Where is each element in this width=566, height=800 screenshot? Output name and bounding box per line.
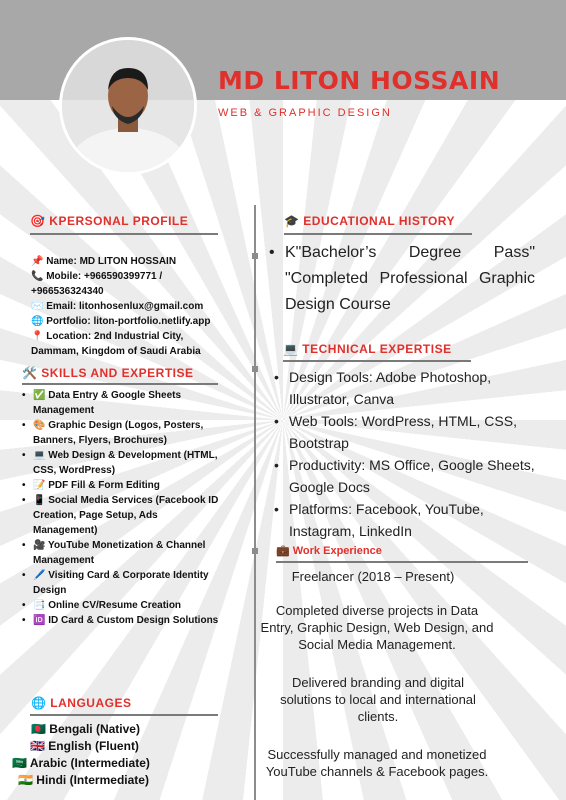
experience-paragraph: Completed diverse projects in Data Entry, Graphic Design, Web Design, and Social Media Management. [260, 603, 494, 652]
list-item: • K"Bachelor’s Degree Pass" "Completed Professional Graphic Design Course [269, 240, 535, 318]
profile-location: 📍 Location: 2nd Industrial City, [31, 331, 184, 342]
education-list [269, 240, 535, 318]
experience-rule [276, 561, 528, 563]
list-item: • Web Tools: WordPress, HTML, CSS, Bootstrap [274, 410, 536, 454]
list-item: • Design Tools: Adobe Photoshop, Illustrator, Canva [274, 366, 536, 410]
person-avatar-icon [62, 40, 194, 172]
profile-location-2: Dammam, Kingdom of Saudi Arabia [31, 346, 201, 357]
list-item: • 🎨 Graphic Design (Logos, Posters, Banners, Flyers, Brochures) [22, 418, 222, 448]
languages-list [12, 721, 150, 789]
education-rule [284, 233, 472, 235]
list-item: 🇬🇧 English (Fluent) [30, 739, 139, 753]
divider-dot [252, 253, 258, 259]
list-item: • 📱 Social Media Services (Facebook ID Creation, Page Setup, Ads Management) [22, 493, 222, 538]
list-item: • Platforms: Facebook, YouTube, Instagram, LinkedIn [274, 498, 536, 542]
technical-heading: 💻 TECHNICAL EXPERTISE [283, 342, 452, 356]
technical-list [274, 366, 536, 542]
list-item: • 💻 Web Design & Development (HTML, CSS, WordPress) [22, 448, 222, 478]
list-item: 🇮🇳 Hindi (Intermediate) [18, 773, 149, 787]
list-item: • Productivity: MS Office, Google Sheets, Google Docs [274, 454, 536, 498]
skills-list [22, 388, 222, 628]
education-heading: 🎓 EDUCATIONAL HISTORY [284, 214, 456, 228]
experience-paragraph: Delivered branding and digital solutions to local and international clients. [280, 675, 476, 724]
list-item: • 📑 Online CV/Resume Creation [22, 598, 222, 613]
profile-portfolio: 🌐 Portfolio: liton-portfolio.netlify.app [31, 316, 211, 327]
candidate-name: MD LITON HOSSAIN [218, 66, 501, 95]
list-item: • 🎥 YouTube Monetization & Channel Management [22, 538, 222, 568]
experience-paragraph: Successfully managed and monetized YouTube channels & Facebook pages. [265, 747, 489, 779]
candidate-subtitle: WEB & GRAPHIC DESIGN [218, 107, 392, 119]
experience-role: Freelancer (2018 – Present) [291, 569, 455, 584]
profile-name: 📌 Name: MD LITON HOSSAIN [31, 256, 177, 267]
profile-mobile-2: +966536324340 [31, 286, 104, 297]
skills-rule [22, 383, 218, 385]
languages-heading: 🌐 LANGUAGES [31, 696, 132, 710]
list-item: 🇧🇩 Bengali (Native) [31, 722, 140, 736]
languages-rule [30, 714, 218, 716]
experience-heading: 💼 Work Experience [276, 545, 382, 557]
list-item: 🇸🇦 Arabic (Intermediate) [12, 756, 150, 770]
profile-info [31, 254, 231, 359]
profile-mobile: 📞 Mobile: +966590399771 / [31, 271, 163, 282]
technical-rule [283, 360, 471, 362]
skills-heading: 🛠️ SKILLS AND EXPERTISE [22, 366, 194, 380]
divider-dot [252, 548, 258, 554]
list-item: • ✅ Data Entry & Google Sheets Management [22, 388, 222, 418]
column-divider [254, 205, 256, 800]
list-item: • 🆔 ID Card & Custom Design Solutions [22, 613, 222, 628]
list-item: • 📝 PDF Fill & Form Editing [22, 478, 222, 493]
profile-photo [59, 37, 197, 175]
profile-rule [30, 233, 218, 235]
divider-dot [252, 366, 258, 372]
profile-email: ✉️ Email: litonhosenlux@gmail.com [31, 301, 204, 312]
list-item: • 🖊️ Visiting Card & Corporate Identity Design [22, 568, 222, 598]
profile-heading: 🎯 KPERSONAL PROFILE [30, 214, 189, 228]
